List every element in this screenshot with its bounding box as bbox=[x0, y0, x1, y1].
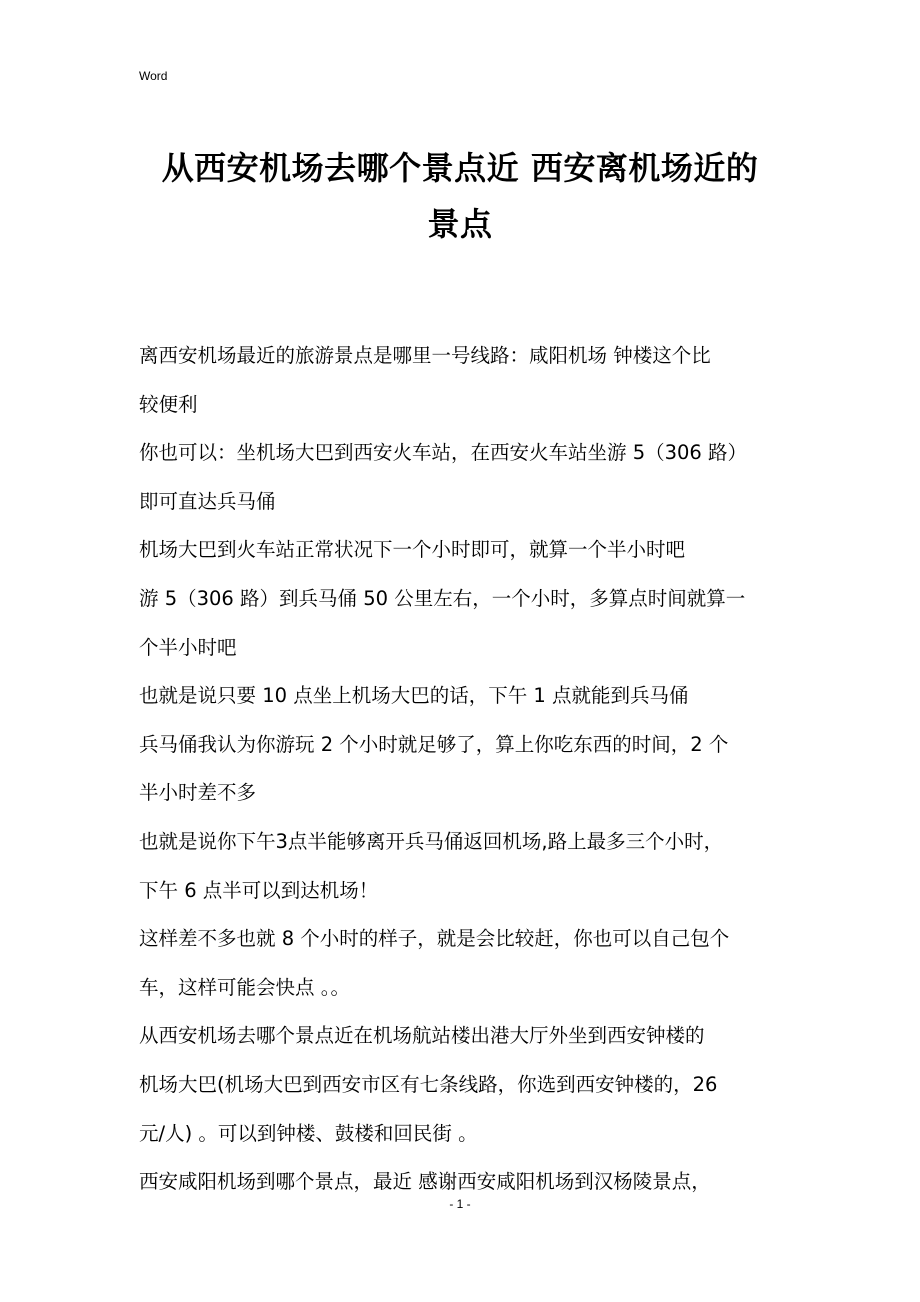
body-line: 兵马俑我认为你游玩 2 个小时就足够了，算上你吃东西的时间，2 个 bbox=[139, 732, 729, 756]
document-title bbox=[120, 140, 800, 252]
body-line: 你也可以：坐机场大巴到西安火车站，在西安火车站坐游 5（306 路） bbox=[139, 441, 748, 465]
header-label: Word bbox=[139, 69, 168, 83]
body-line: 西安咸阳机场到哪个景点，最近 感谢西安咸阳机场到汉杨陵景点， bbox=[139, 1170, 711, 1194]
body-line: 这样差不多也就 8 个小时的样子，就是会比较赶，你也可以自己包个 bbox=[139, 927, 730, 951]
body-line: 即可直达兵马俑 bbox=[139, 489, 276, 513]
body-line: 游 5（306 路）到兵马俑 50 公里左右，一个小时，多算点时间就算一 bbox=[139, 586, 746, 610]
title-line: 从西安机场去哪个景点近 西安离机场近的 bbox=[161, 149, 759, 187]
body-line: 也就是说只要 10 点坐上机场大巴的话，下午 1 点就能到兵马俑 bbox=[139, 684, 689, 708]
body-line: 离西安机场最近的旅游景点是哪里一号线路：咸阳机场 钟楼这个比 bbox=[139, 344, 711, 367]
body-line: 半小时差不多 bbox=[139, 781, 257, 805]
body-line: 车，这样可能会快点 。。 bbox=[139, 975, 350, 999]
body-line: 个半小时吧 bbox=[139, 635, 237, 659]
document-body bbox=[139, 332, 789, 1207]
body-line: 较便利 bbox=[139, 392, 198, 416]
body-line: 从西安机场去哪个景点近在机场航站楼出港大厅外坐到西安钟楼的 bbox=[139, 1024, 705, 1048]
body-line: 元/人) 。可以到钟楼、鼓楼和回民街 。 bbox=[139, 1121, 478, 1145]
body-line: 也就是说你下午3点半能够离开兵马俑返回机场,路上最多三个小时， bbox=[139, 829, 724, 853]
page-number: - 1 - bbox=[449, 1197, 471, 1211]
body-line: 下午 6 点半可以到达机场！ bbox=[139, 878, 379, 902]
body-line: 机场大巴(机场大巴到西安市区有七条线路，你选到西安钟楼的，26 bbox=[139, 1072, 718, 1096]
title-line: 景点 bbox=[427, 205, 493, 243]
body-line: 机场大巴到火车站正常状况下一个小时即可，就算一个半小时吧 bbox=[139, 538, 686, 562]
